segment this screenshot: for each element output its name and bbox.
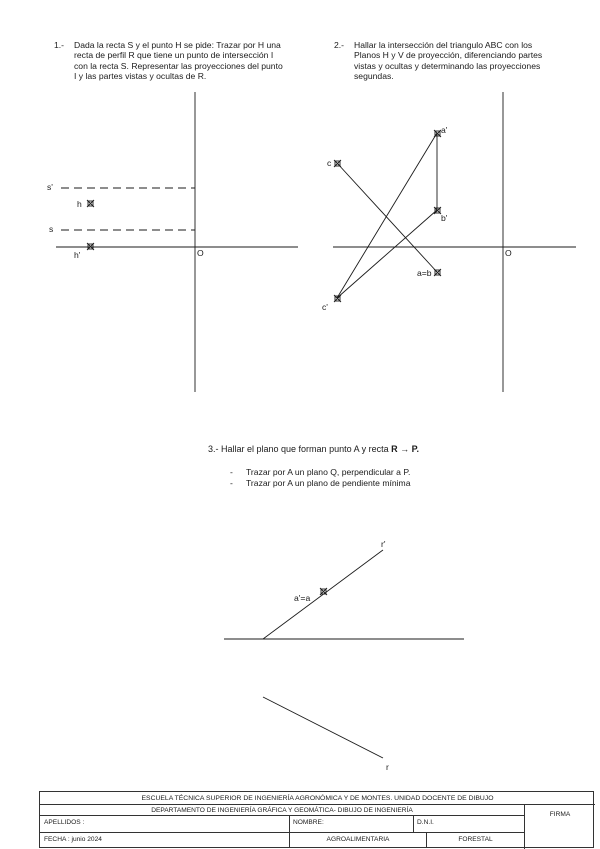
exercise-3-title-bold: R → P. <box>391 444 419 454</box>
point-ab-marker <box>434 269 441 276</box>
title-block <box>39 791 594 848</box>
label-h-prime: h' <box>74 250 81 260</box>
ex3-line-r-prime <box>263 550 383 639</box>
exercise-2-line: segundas. <box>354 71 394 82</box>
point-a-prime-marker <box>434 130 441 137</box>
label-s: s <box>49 224 54 234</box>
label-c: c <box>327 158 332 168</box>
exercise-2-line: Planos H y V de proyección, diferenciando partes <box>354 50 543 61</box>
point-a-marker <box>320 588 327 595</box>
ex2-edge-b-c <box>337 210 437 298</box>
exercise-1-line: I y las partes vistas y ocultas de R. <box>74 71 207 82</box>
exercise-2-line: Hallar la intersección del triangulo ABC con los <box>354 40 533 50</box>
task-text: Trazar por A un plano Q, perpendicular a P. <box>246 467 411 477</box>
label-origin-2: O <box>505 248 512 258</box>
task-dash: - <box>230 467 233 477</box>
school-name: ESCUELA TÉCNICA SUPERIOR DE INGENIERÍA AGRONÓMICA Y DE MONTES. UNIDAD DOCENTE DE DIBUJO <box>40 792 595 805</box>
task-dash: - <box>230 477 233 488</box>
date-field: FECHA : junio 2024 <box>40 833 290 848</box>
exercise-1-line: recta de perfil R que tiene un punto de intersección I <box>74 50 274 61</box>
exercise-2-line: vistas y ocultas y determinando las proyecciones <box>354 60 541 71</box>
signature-field[interactable]: FIRMA <box>524 805 595 849</box>
point-c-marker <box>334 160 341 167</box>
point-c-prime-marker <box>334 295 341 302</box>
label-r-prime: r' <box>381 539 386 549</box>
point-b-prime-marker <box>434 207 441 214</box>
exercise-3-title-text: 3.- Hallar el plano que forman punto A y recta <box>208 444 392 454</box>
label-a-eq: a'=a <box>294 593 311 603</box>
exercise-1-line: con la recta S. Representar las proyecciones del punto <box>74 60 283 71</box>
name-field[interactable]: NOMBRE: <box>290 816 414 833</box>
label-a-prime: a' <box>441 125 448 135</box>
task-text: Trazar por A un plano de pendiente mínima <box>246 477 411 488</box>
label-r: r <box>386 762 389 772</box>
label-origin-1: O <box>197 248 204 258</box>
department-name: DEPARTAMENTO DE INGENIERÍA GRÁFICA Y GEOMÁTICA- DIBUJO DE INGENIERÍA <box>40 805 524 816</box>
label-s-prime: s' <box>47 182 53 192</box>
point-h-prime-marker <box>87 243 94 250</box>
option-forestal[interactable]: FORESTAL <box>458 836 493 843</box>
option-agroalimentaria[interactable]: AGROALIMENTARIA <box>290 833 427 848</box>
label-c-prime: c' <box>322 302 328 312</box>
surname-field[interactable]: APELLIDOS : <box>40 816 290 833</box>
point-h-marker <box>87 200 94 207</box>
label-b-prime: b' <box>441 213 448 223</box>
label-h: h <box>77 199 82 209</box>
dni-field[interactable]: D.N.I. <box>414 816 524 833</box>
ex2-line-c-ab <box>337 163 437 272</box>
exercise-1-line: Dada la recta S y el punto H se pide: Trazar por H una <box>74 40 281 50</box>
label-ab: a=b <box>417 268 432 278</box>
ex3-line-r <box>263 697 383 758</box>
exercise-1-number: 1.- <box>54 40 65 50</box>
exercise-2-number: 2.- <box>334 40 345 50</box>
